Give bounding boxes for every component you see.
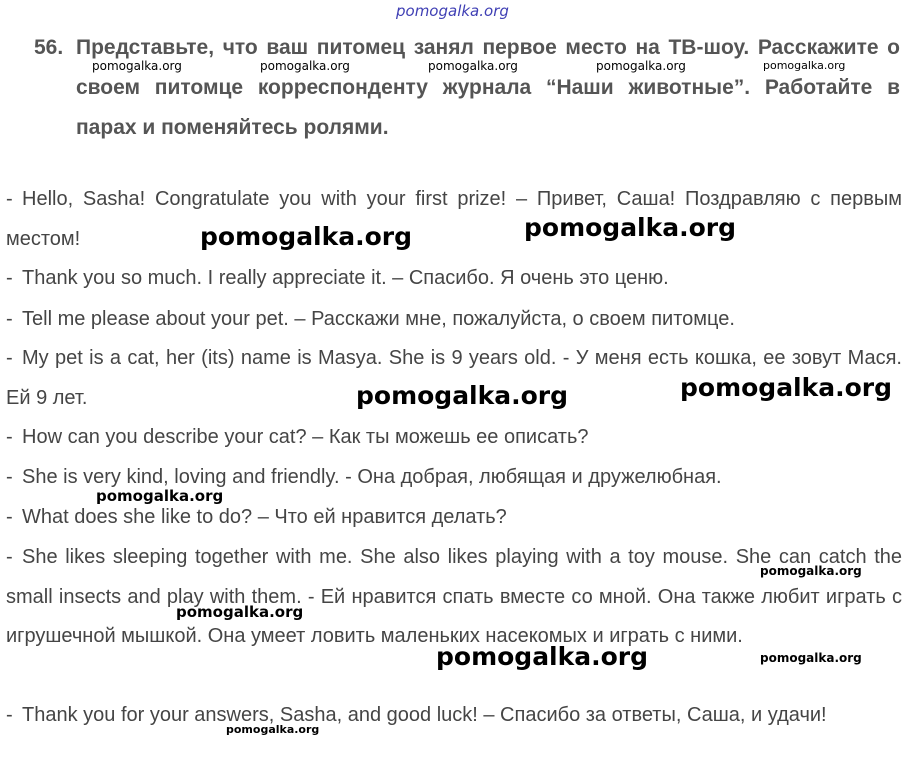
watermark: pomogalka.org [428, 59, 518, 73]
watermark: pomogalka.org [524, 213, 737, 242]
dash: - [6, 347, 13, 369]
dialogue-text: She likes sleeping together with me. She also likes playing with a toy mouse. She can catch the small insects and play with them. - Ей нравится спать вместе со мной. Она также любит играть с игрушечной мышкой. Она умеет ловить маленьких насекомых и играть с ними. [6, 546, 902, 647]
dash: - [6, 308, 13, 330]
watermark: pomogalka.org [226, 723, 320, 736]
dialogue-line-5 [6, 418, 902, 458]
dash: - [6, 506, 13, 528]
watermark: pomogalka.org [96, 487, 224, 505]
dash: - [6, 426, 13, 448]
watermark: pomogalka.org [436, 642, 649, 671]
watermark-top: pomogalka.org [396, 2, 509, 20]
dialogue-text: What does she like to do? – Что ей нравится делать? [22, 506, 507, 528]
watermark: pomogalka.org [760, 651, 862, 665]
task-heading [34, 28, 900, 148]
dash: - [6, 466, 13, 488]
dialogue-text: How can you describe your cat? – Как ты можешь ее описать? [22, 426, 589, 448]
dialogue-line-1 [6, 180, 902, 259]
watermark: pomogalka.org [200, 222, 413, 251]
watermark: pomogalka.org [92, 59, 182, 73]
watermark: pomogalka.org [760, 564, 862, 578]
dialogue-text: Hello, Sasha! Congratulate you with your first prize! – Привет, Саша! Поздравляю с первым местом! [6, 188, 902, 250]
dialogue-text: Thank you so much. I really appreciate it. – Спасибо. Я очень это ценю. [22, 267, 669, 289]
watermark: pomogalka.org [356, 381, 569, 410]
dialogue-text: Tell me please about your pet. – Расскажи мне, пожалуйста, о своем питомце. [22, 308, 735, 330]
dialogue-line-9 [6, 696, 902, 736]
watermark: pomogalka.org [763, 59, 846, 72]
dash: - [6, 546, 13, 568]
dialogue-text: Thank you for your answers, Sasha, and good luck! – Спасибо за ответы, Саша, и удачи! [22, 704, 827, 726]
dash: - [6, 267, 13, 289]
watermark: pomogalka.org [680, 373, 893, 402]
watermark: pomogalka.org [260, 59, 350, 73]
dialogue-line-8 [6, 538, 902, 657]
watermark: pomogalka.org [596, 59, 686, 73]
task-number: 56. [34, 36, 64, 59]
dialogue-text: My pet is a cat, her (its) name is Masya. She is 9 years old. - У меня есть кошка, ее зовут Мася. Ей 9 лет. [6, 347, 902, 409]
dash: - [6, 188, 13, 210]
dialogue-line-3 [6, 300, 902, 340]
dash: - [6, 704, 13, 726]
dialogue-line-2 [6, 259, 902, 299]
dialogue-text: She is very kind, loving and friendly. - Она добрая, любящая и дружелюбная. [22, 466, 722, 488]
task-text: Представьте, что ваш питомец занял первое место на ТВ-шоу. Расскажите о своем питомце корреспонденту журнала “Наши животные”. Работайте в парах и поменяйтесь ролями. [76, 36, 900, 139]
watermark: pomogalka.org [176, 603, 304, 621]
